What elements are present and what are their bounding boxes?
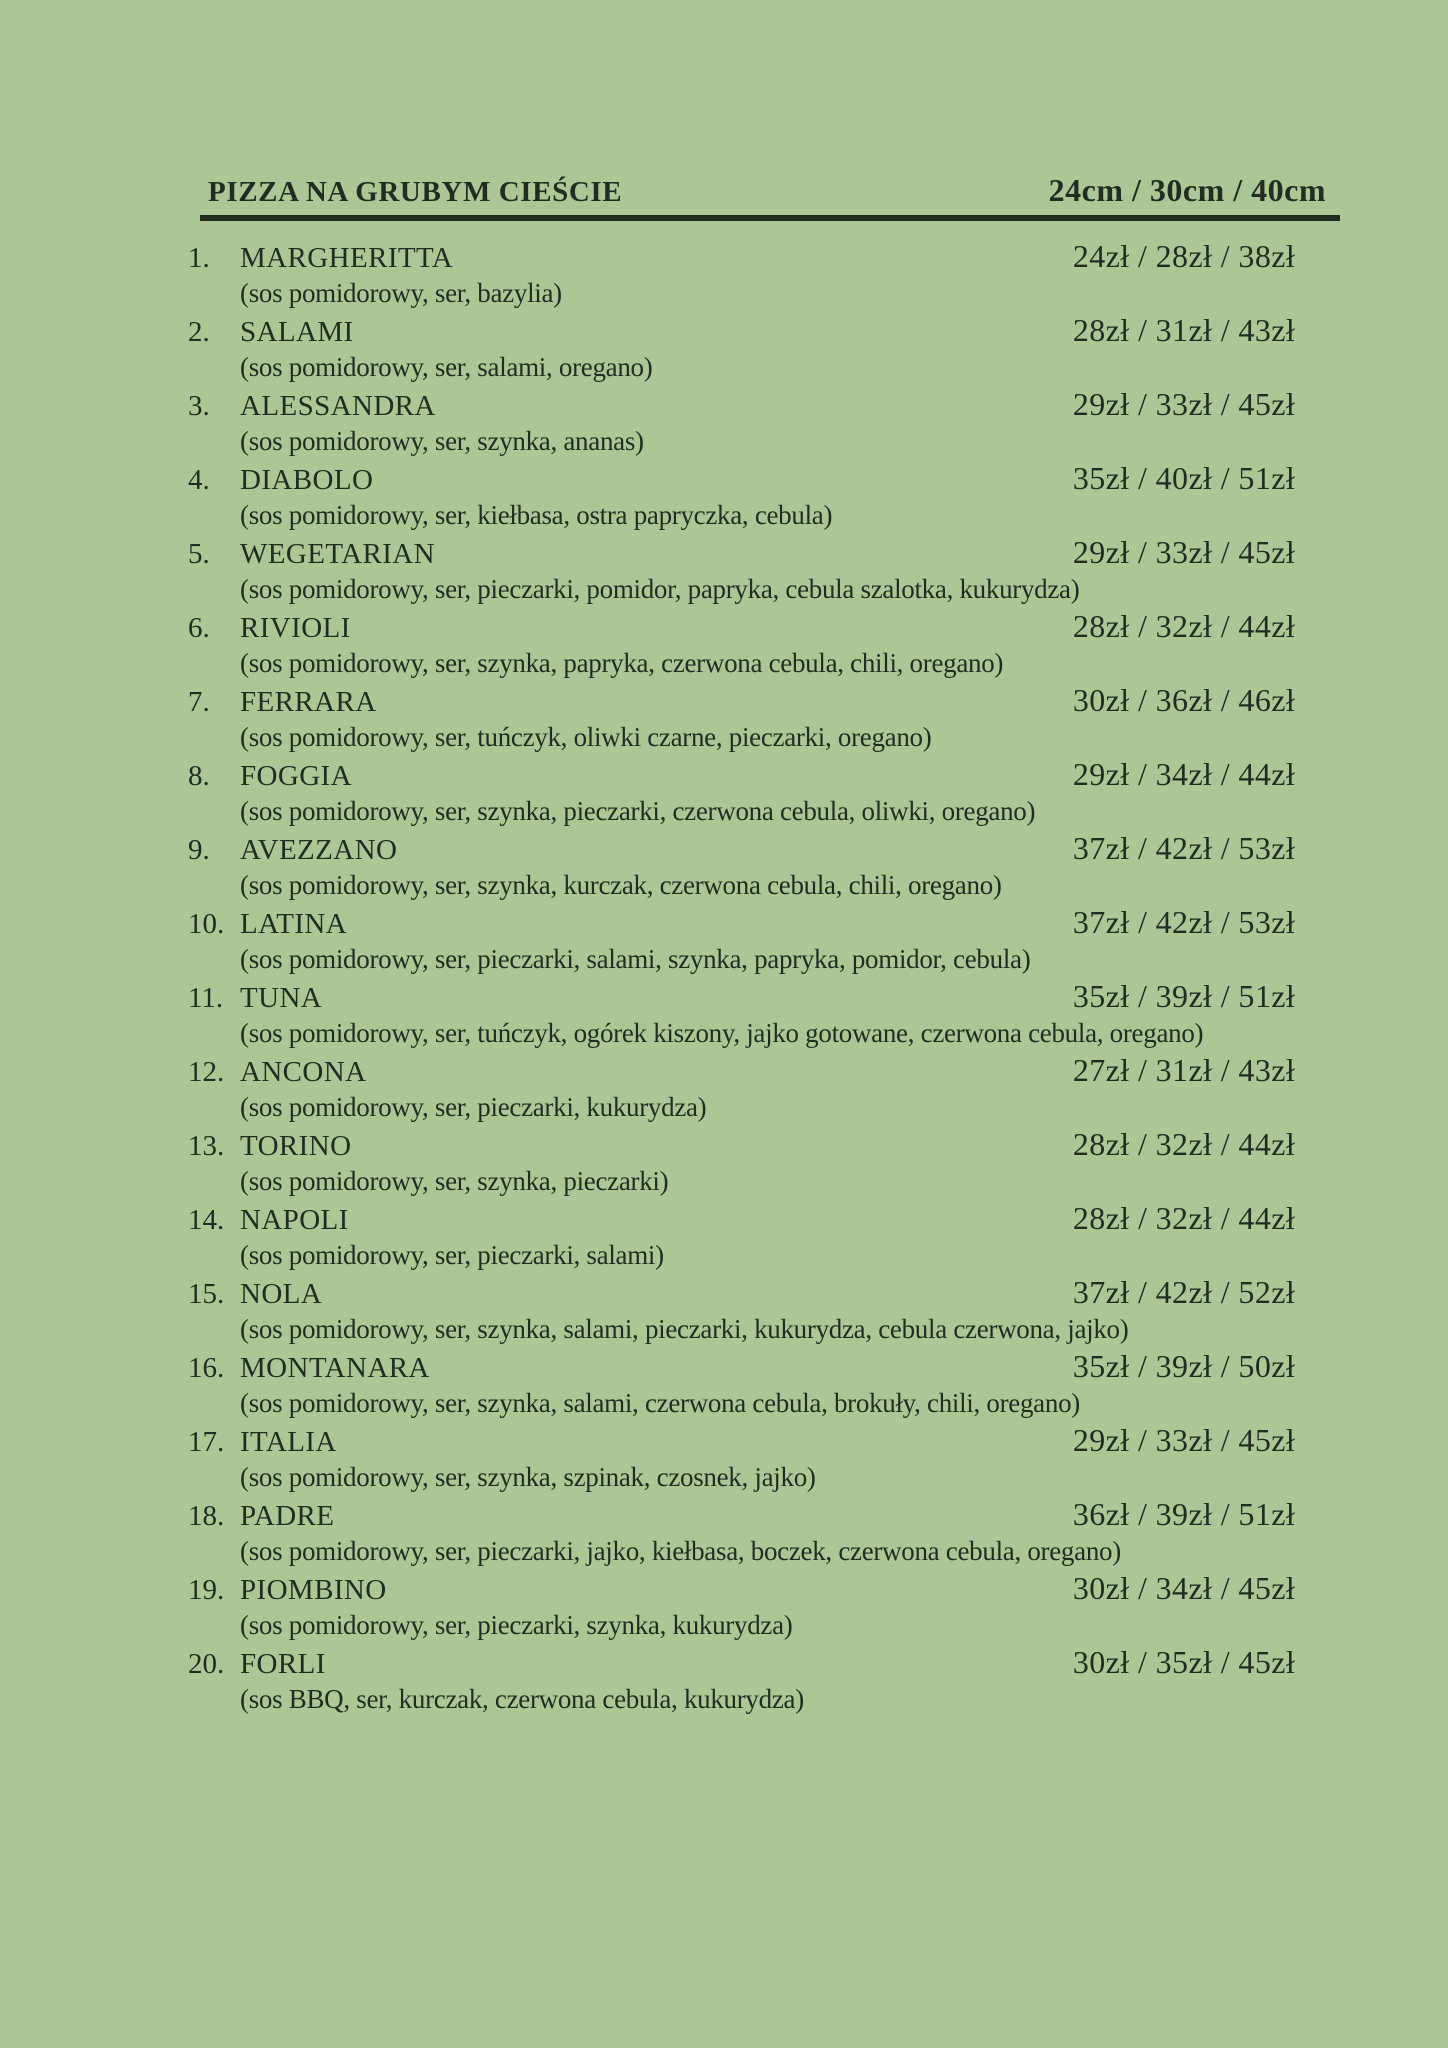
item-prices: 29zł / 33zł / 45zł: [1072, 534, 1296, 570]
menu-item-detail-line: [188, 1386, 1340, 1420]
menu-item-main-line: [188, 310, 1340, 350]
item-ingredients: (sos pomidorowy, ser, szynka, kurczak, czerwona cebula, chili, oregano): [240, 870, 1002, 900]
menu-item: [188, 458, 1340, 532]
item-prices: 37zł / 42zł / 53zł: [1072, 904, 1296, 940]
menu-item-main-line: [188, 606, 1340, 646]
item-name: SALAMI: [240, 316, 354, 348]
item-name: MARGHERITTA: [240, 242, 454, 274]
menu-item-main-line: [188, 1494, 1340, 1534]
menu-item: [188, 1050, 1340, 1124]
menu-item-main-line: [188, 754, 1340, 794]
item-name: TUNA: [240, 982, 323, 1014]
menu-item: [188, 1494, 1340, 1568]
menu-item: [188, 1346, 1340, 1420]
item-number: 7.: [188, 686, 210, 718]
item-prices: 29zł / 33zł / 45zł: [1072, 1422, 1296, 1458]
menu-item-main-line: [188, 1568, 1340, 1608]
menu-item-main-line: [188, 828, 1340, 868]
item-name: RIVIOLI: [240, 612, 351, 644]
item-number: 12.: [188, 1056, 225, 1088]
item-prices: 28zł / 32zł / 44zł: [1072, 608, 1296, 644]
item-prices: 30zł / 34zł / 45zł: [1072, 1570, 1296, 1606]
item-number: 13.: [188, 1130, 225, 1162]
item-name: LATINA: [240, 908, 348, 940]
item-prices: 27zł / 31zł / 43zł: [1072, 1052, 1296, 1088]
menu-item: [188, 754, 1340, 828]
item-name: ITALIA: [240, 1426, 337, 1458]
item-prices: 36zł / 39zł / 51zł: [1072, 1496, 1296, 1532]
item-number: 17.: [188, 1426, 225, 1458]
menu-item-main-line: [188, 384, 1340, 424]
menu-item-detail-line: [188, 276, 1340, 310]
item-prices: 37zł / 42zł / 53zł: [1072, 830, 1296, 866]
item-ingredients: (sos pomidorowy, ser, pieczarki, pomidor, papryka, cebula szalotka, kukurydza): [240, 574, 1080, 604]
item-ingredients: (sos pomidorowy, ser, pieczarki, salami): [240, 1240, 664, 1270]
size-options-header: 24cm / 30cm / 40cm: [1048, 172, 1326, 208]
item-ingredients: (sos pomidorowy, ser, szynka, szpinak, czosnek, jajko): [240, 1462, 816, 1492]
menu-item: [188, 236, 1340, 310]
item-name: PADRE: [240, 1500, 335, 1532]
menu-item-detail-line: [188, 1682, 1340, 1716]
header-divider-rule: [200, 215, 1340, 221]
menu-item: [188, 1568, 1340, 1642]
item-prices: 24zł / 28zł / 38zł: [1072, 238, 1296, 274]
item-name: WEGETARIAN: [240, 538, 435, 570]
item-name: NOLA: [240, 1278, 323, 1310]
item-name: FERRARA: [240, 686, 377, 718]
item-ingredients: (sos pomidorowy, ser, tuńczyk, ogórek kiszony, jajko gotowane, czerwona cebula, oregano): [240, 1018, 1204, 1048]
item-number: 16.: [188, 1352, 225, 1384]
item-ingredients: (sos pomidorowy, ser, szynka, salami, pieczarki, kukurydza, cebula czerwona, jajko): [240, 1314, 1129, 1344]
menu-item-detail-line: [188, 1460, 1340, 1494]
item-ingredients: (sos pomidorowy, ser, salami, oregano): [240, 352, 653, 382]
item-name: NAPOLI: [240, 1204, 349, 1236]
item-prices: 28zł / 32zł / 44zł: [1072, 1126, 1296, 1162]
item-prices: 29zł / 33zł / 45zł: [1072, 386, 1296, 422]
item-number: 10.: [188, 908, 225, 940]
item-number: 9.: [188, 834, 210, 866]
item-ingredients: (sos pomidorowy, ser, szynka, pieczarki, czerwona cebula, oliwki, oregano): [240, 796, 1036, 826]
menu-item: [188, 1642, 1340, 1716]
menu-item-main-line: [188, 680, 1340, 720]
menu-item: [188, 310, 1340, 384]
menu-item-detail-line: [188, 1608, 1340, 1642]
menu-item-detail-line: [188, 350, 1340, 384]
menu-item-detail-line: [188, 498, 1340, 532]
menu-item-main-line: [188, 1642, 1340, 1682]
item-ingredients: (sos pomidorowy, ser, bazylia): [240, 278, 562, 308]
item-number: 18.: [188, 1500, 225, 1532]
item-number: 6.: [188, 612, 210, 644]
item-prices: 30zł / 35zł / 45zł: [1072, 1644, 1296, 1680]
item-prices: 35zł / 39zł / 50zł: [1072, 1348, 1296, 1384]
menu-item: [188, 1124, 1340, 1198]
item-name: PIOMBINO: [240, 1574, 387, 1606]
item-ingredients: (sos pomidorowy, ser, tuńczyk, oliwki czarne, pieczarki, oregano): [240, 722, 932, 752]
section-title: PIZZA NA GRUBYM CIEŚCIE: [208, 176, 623, 208]
menu-item: [188, 1420, 1340, 1494]
item-prices: 30zł / 36zł / 46zł: [1072, 682, 1296, 718]
menu-item-main-line: [188, 1346, 1340, 1386]
item-number: 15.: [188, 1278, 225, 1310]
item-ingredients: (sos pomidorowy, ser, pieczarki, salami, szynka, papryka, pomidor, cebula): [240, 944, 1031, 974]
menu-item: [188, 1272, 1340, 1346]
menu-item-detail-line: [188, 1534, 1340, 1568]
item-ingredients: (sos pomidorowy, ser, szynka, pieczarki): [240, 1166, 669, 1196]
menu-item: [188, 976, 1340, 1050]
menu-item-main-line: [188, 1272, 1340, 1312]
menu-item-main-line: [188, 1050, 1340, 1090]
menu-item-detail-line: [188, 424, 1340, 458]
item-prices: 37zł / 42zł / 52zł: [1072, 1274, 1296, 1310]
item-number: 14.: [188, 1204, 225, 1236]
menu-item-detail-line: [188, 868, 1340, 902]
menu-item-detail-line: [188, 572, 1340, 606]
item-number: 4.: [188, 464, 210, 496]
item-name: TORINO: [240, 1130, 352, 1162]
menu-item-main-line: [188, 976, 1340, 1016]
item-ingredients: (sos pomidorowy, ser, pieczarki, jajko, kiełbasa, boczek, czerwona cebula, oregano): [240, 1536, 1121, 1566]
item-name: FORLI: [240, 1648, 326, 1680]
menu-item-detail-line: [188, 794, 1340, 828]
item-ingredients: (sos pomidorowy, ser, kiełbasa, ostra papryczka, cebula): [240, 500, 833, 530]
item-number: 2.: [188, 316, 210, 348]
menu-item-detail-line: [188, 1164, 1340, 1198]
item-number: 3.: [188, 390, 210, 422]
item-number: 20.: [188, 1648, 225, 1680]
menu-item-main-line: [188, 1198, 1340, 1238]
item-number: 11.: [188, 982, 224, 1014]
menu-item: [188, 384, 1340, 458]
section-header: [188, 172, 1340, 210]
menu-item: [188, 828, 1340, 902]
menu-item: [188, 680, 1340, 754]
item-number: 19.: [188, 1574, 225, 1606]
menu-item-main-line: [188, 1420, 1340, 1460]
item-number: 1.: [188, 242, 210, 274]
item-prices: 28zł / 32zł / 44zł: [1072, 1200, 1296, 1236]
item-prices: 35zł / 40zł / 51zł: [1072, 460, 1296, 496]
menu-section-thick-crust-pizza: [188, 172, 1340, 1716]
menu-item-list: [188, 236, 1340, 1716]
item-prices: 28zł / 31zł / 43zł: [1072, 312, 1296, 348]
menu-item-detail-line: [188, 1238, 1340, 1272]
item-name: FOGGIA: [240, 760, 352, 792]
menu-item-detail-line: [188, 720, 1340, 754]
menu-item: [188, 606, 1340, 680]
menu-item-detail-line: [188, 942, 1340, 976]
item-ingredients: (sos BBQ, ser, kurczak, czerwona cebula, kukurydza): [240, 1684, 804, 1714]
menu-item-detail-line: [188, 1312, 1340, 1346]
menu-item-main-line: [188, 236, 1340, 276]
menu-item: [188, 1198, 1340, 1272]
menu-item-detail-line: [188, 646, 1340, 680]
menu-item: [188, 532, 1340, 606]
item-number: 5.: [188, 538, 210, 570]
item-prices: 29zł / 34zł / 44zł: [1072, 756, 1296, 792]
item-name: MONTANARA: [240, 1352, 430, 1384]
menu-item-main-line: [188, 532, 1340, 572]
item-ingredients: (sos pomidorowy, ser, szynka, salami, czerwona cebula, brokuły, chili, oregano): [240, 1388, 1080, 1418]
menu-item-detail-line: [188, 1016, 1340, 1050]
item-ingredients: (sos pomidorowy, ser, pieczarki, szynka, kukurydza): [240, 1610, 793, 1640]
item-ingredients: (sos pomidorowy, ser, szynka, ananas): [240, 426, 644, 456]
menu-item-main-line: [188, 458, 1340, 498]
item-name: AVEZZANO: [240, 834, 398, 866]
item-ingredients: (sos pomidorowy, ser, pieczarki, kukurydza): [240, 1092, 707, 1122]
item-prices: 35zł / 39zł / 51zł: [1072, 978, 1296, 1014]
menu-item-main-line: [188, 1124, 1340, 1164]
item-name: DIABOLO: [240, 464, 374, 496]
item-name: ANCONA: [240, 1056, 367, 1088]
menu-item-detail-line: [188, 1090, 1340, 1124]
menu-item-main-line: [188, 902, 1340, 942]
item-ingredients: (sos pomidorowy, ser, szynka, papryka, czerwona cebula, chili, oregano): [240, 648, 1004, 678]
item-number: 8.: [188, 760, 210, 792]
item-name: ALESSANDRA: [240, 390, 436, 422]
menu-item: [188, 902, 1340, 976]
